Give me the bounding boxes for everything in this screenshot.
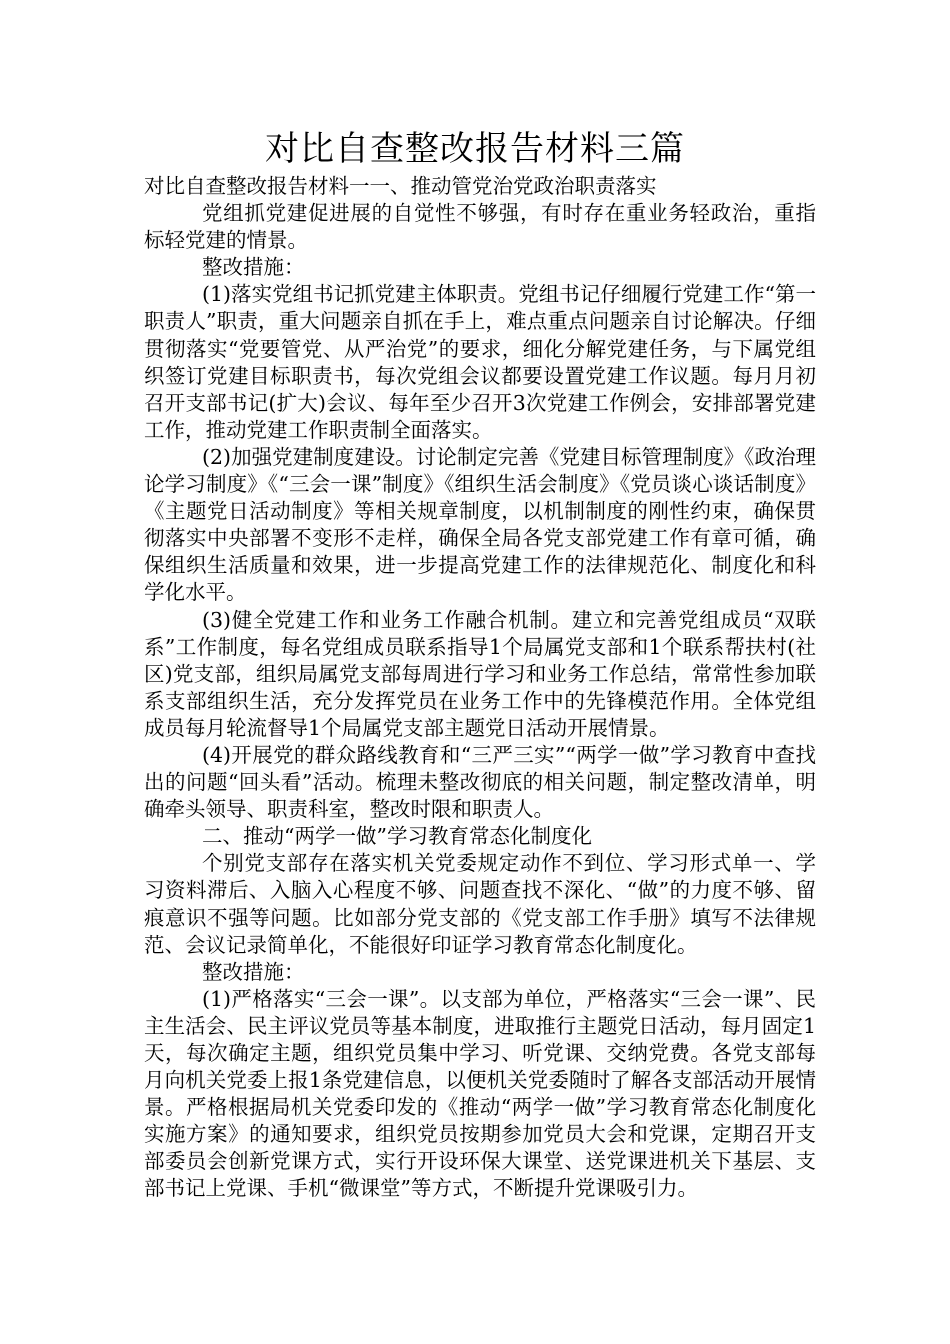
paragraph: 个别党支部存在落实机关党委规定动作不到位、学习形式单一、学习资料滞后、入脑入心程度不够、问题查找不深化、“做”的力度不够、留痕意识不强等问题。比如部分党支部的《党支部工作手册》填写不法律规范、会议记录简单化，不能很好印证学习教育常态化制度化。: [144, 851, 816, 957]
paragraph: 对比自查整改报告材料一一、推动管党治党政治职责落实: [144, 174, 657, 198]
paragraph: (1)落实党组书记抓党建主体职责。党组书记仔细履行党建工作“第一职责人”职责，重大问题亲自抓在手上，难点重点问题亲自讨论解决。仔细贯彻落实“党要管党、从严治党”的要求，细化分解党建任务，与下属党组织签订党建目标职责书，每次党组会议都要设置党建工作议题。每月月初召开支部书记(扩大)会议、每年至少召开3次党建工作例会，安排部署党建工作，推动党建工作职责制全面落实。: [144, 282, 816, 442]
document-title: 对比自查整改报告材料三篇: [265, 129, 685, 169]
paragraph: 整改措施：: [202, 255, 305, 280]
document-body: [144, 173, 816, 1203]
section-heading: 二、推动“两学一做”学习教育常态化制度化: [202, 824, 592, 849]
paragraph: (1)严格落实“三会一课”。以支部为单位，严格落实“三会一课”、民主生活会、民主评议党员等基本制度，进取推行主题党日活动，每月固定1天，每次确定主题，组织党员集中学习、听党课、交纳党费。各党支部每月向机关党委上报1条党建信息，以便机关党委随时了解各支部活动开展情景。严格根据局机关党委印发的《推动“两学一做”学习教育常态化制度化实施方案》的通知要求，组织党员按期参加党员大会和党课，定期召开支部委员会创新党课方式，实行开设环保大课堂、送党课进机关下基层、支部书记上党课、手机“微课堂”等方式，不断提升党课吸引力。: [144, 986, 816, 1201]
paragraph: (4)开展党的群众路线教育和“三严三实”“两学一做”学习教育中查找出的问题“回头看”活动。梳理未整改彻底的相关问题，制定整改清单，明确牵头领导、职责科室，整改时限和职责人。: [144, 742, 816, 822]
paragraph: (3)健全党建工作和业务工作融合机制。建立和完善党组成员“双联系”工作制度，每名党组成员联系指导1个局属党支部和1个联系帮扶村(社区)党支部，组织局属党支部每周进行学习和业务工作总结，常常性参加联系支部组织生活，充分发挥党员在业务工作中的先锋模范作用。全体党组成员每月轮流督导1个局属党支部主题党日活动开展情景。: [144, 607, 816, 740]
paragraph: (2)加强党建制度建设。讨论制定完善《党建目标管理制度》《政治理论学习制度》《“三会一课”制度》《组织生活会制度》《党员谈心谈话制度》《主题党日活动制度》等相关规章制度，以机制制度的刚性约束，确保贯彻落实中央部署不变形不走样，确保全局各党支部党建工作有章可循，确保组织生活质量和效果，进一步提高党建工作的法律规范化、制度化和科学化水平。: [144, 444, 816, 605]
paragraph: 党组抓党建促进展的自觉性不够强，有时存在重业务轻政治，重指标轻党建的情景。: [144, 201, 816, 253]
paragraph: 整改措施：: [202, 959, 305, 984]
